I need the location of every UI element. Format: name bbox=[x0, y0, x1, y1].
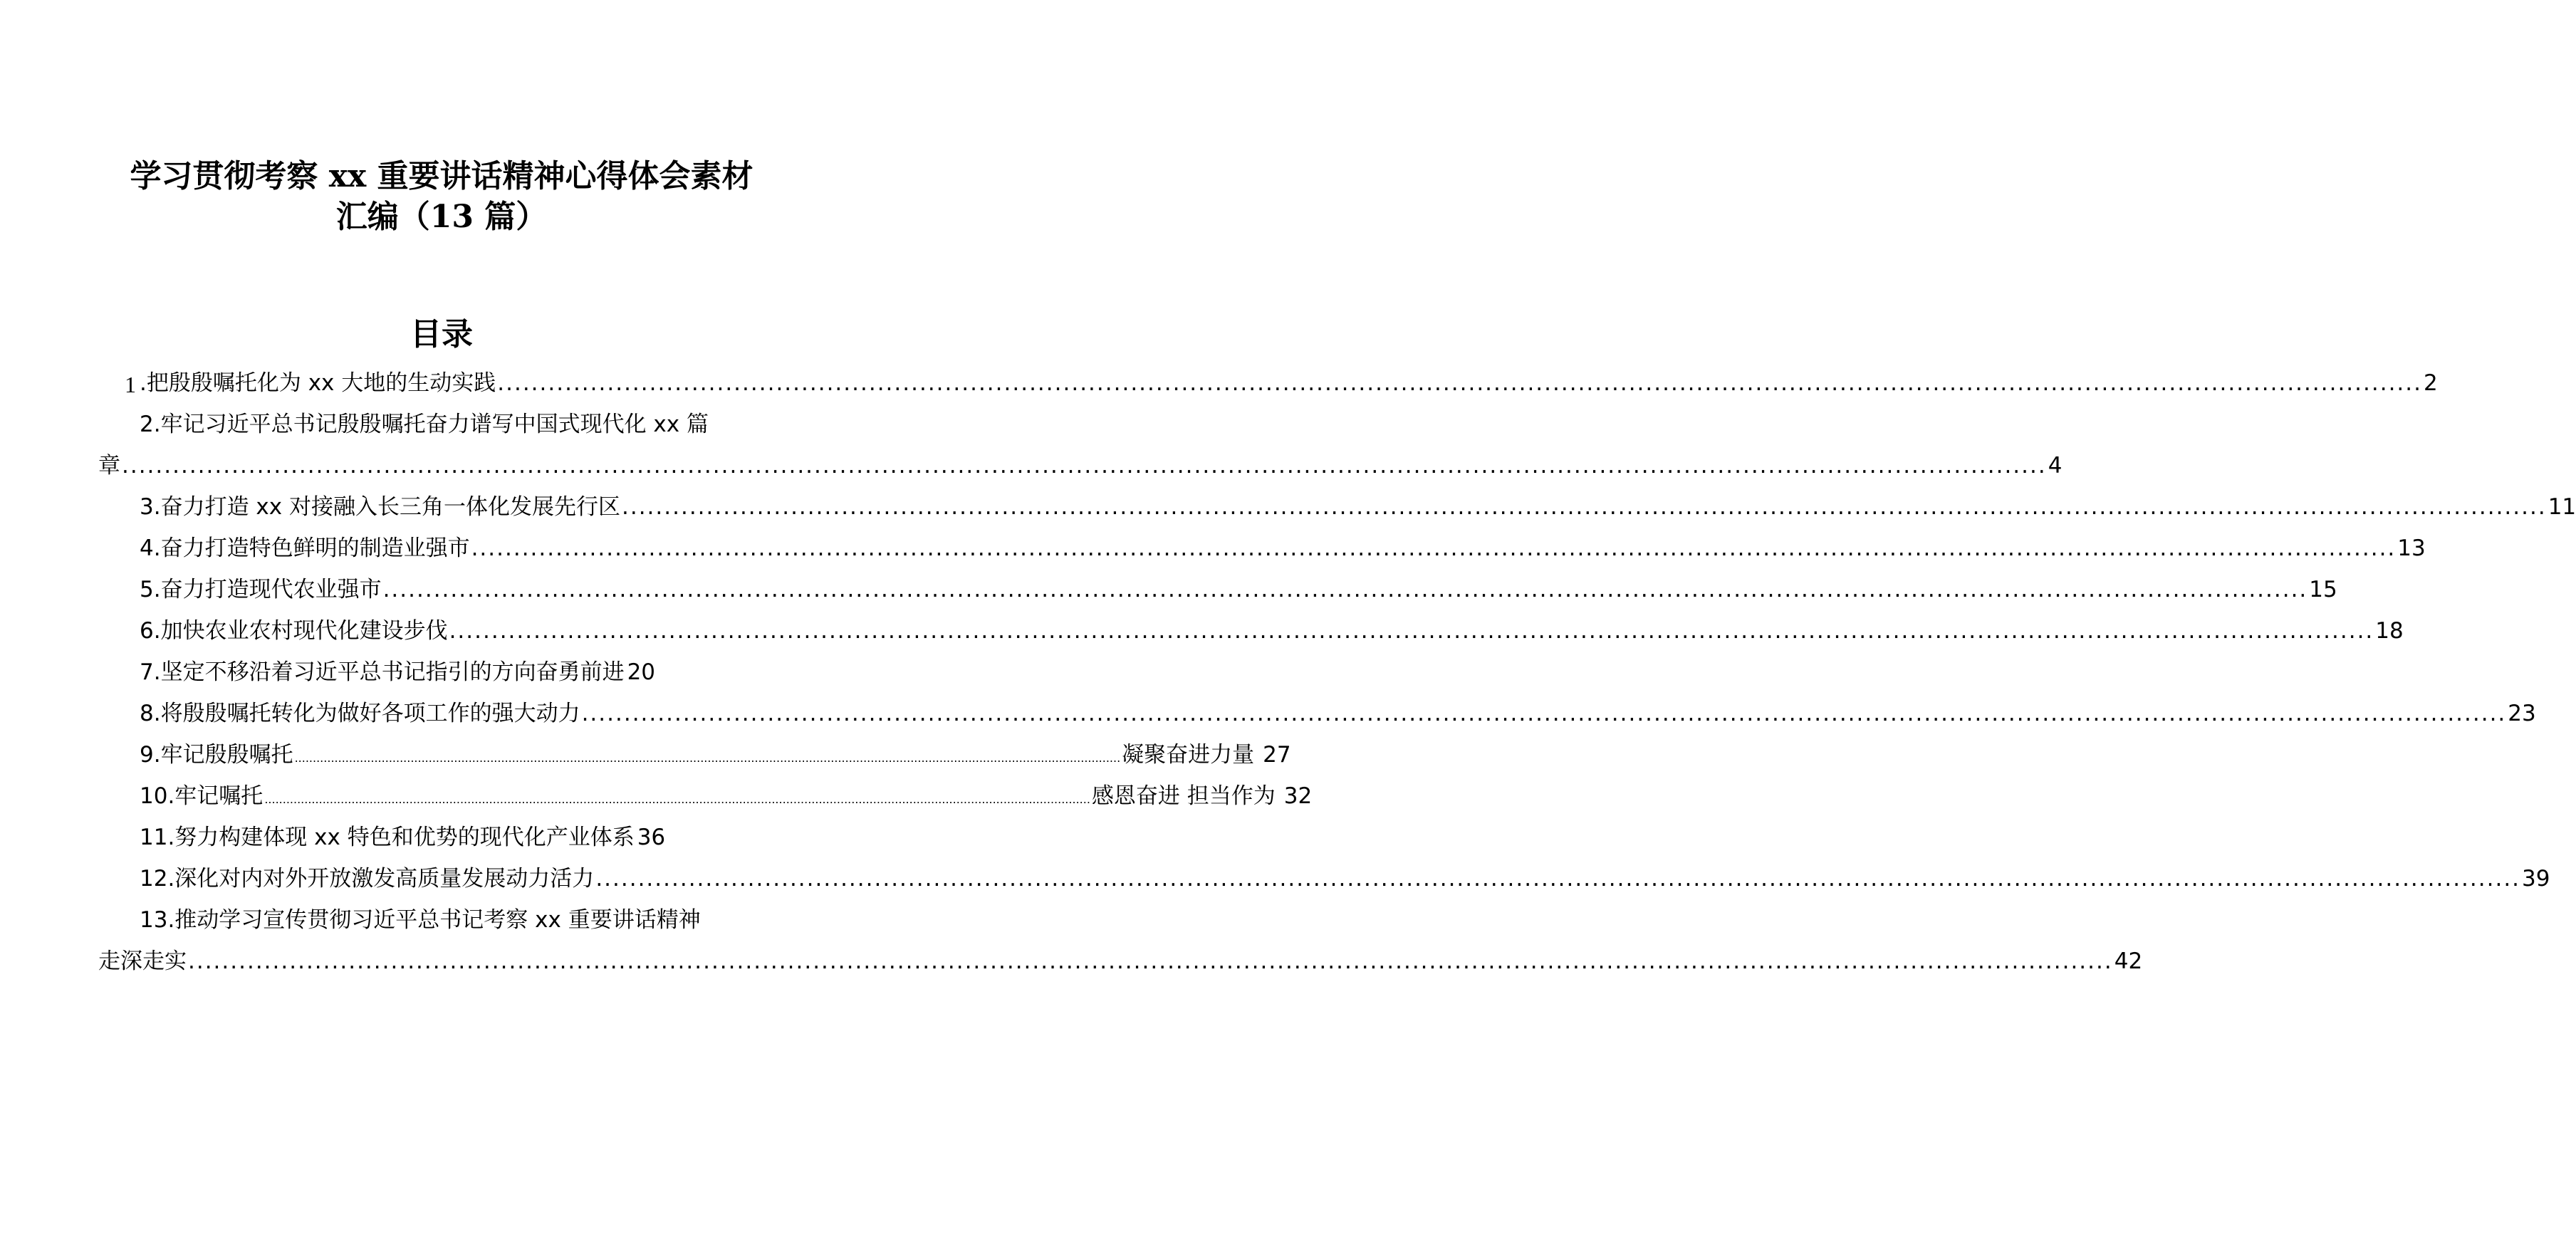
toc-leader bbox=[188, 946, 2113, 977]
toc-entry-title: 走深走实 bbox=[98, 948, 187, 974]
toc-entry-page: 20 bbox=[627, 659, 656, 685]
toc-entry-page: 23 bbox=[2508, 701, 2536, 726]
toc-entry-page: 13 bbox=[2397, 535, 2426, 561]
toc-heading: 目录 bbox=[410, 316, 473, 352]
toc-leader bbox=[471, 533, 2397, 564]
toc-entry-title: 8.将殷殷嘱托转化为做好各项工作的强大动力 bbox=[140, 701, 580, 726]
toc-entry-8[interactable] bbox=[140, 698, 2536, 729]
toc-entry-title: 6.加快农业农村现代化建设步伐 bbox=[140, 618, 448, 644]
document-title-line-2: 汇编（13 篇） bbox=[335, 199, 548, 235]
toc-entry-page: 32 bbox=[1283, 783, 1313, 809]
toc-entry-2-line-2[interactable] bbox=[98, 450, 2063, 481]
toc-entry-page: 11 bbox=[2548, 494, 2576, 520]
toc-leader bbox=[449, 615, 2374, 647]
toc-entry-3[interactable] bbox=[140, 491, 2576, 523]
toc-entry-1[interactable] bbox=[140, 367, 2438, 399]
toc-entry-page: 36 bbox=[637, 825, 666, 850]
toc-entry-title: .把殷殷嘱托化为 xx 大地的生动实践 bbox=[140, 370, 496, 396]
toc-entry-13-line-1[interactable]: 13.推动学习宣传贯彻习近平总书记考察 xx 重要讲话精神 bbox=[140, 907, 701, 933]
toc-leader bbox=[497, 367, 2422, 399]
toc-entry-title: 10.牢记嘱托 bbox=[140, 783, 264, 809]
toc-entry-title: 3.奋力打造 xx 对接融入长三角一体化发展先行区 bbox=[140, 494, 620, 520]
toc-entry-page: 42 bbox=[2114, 948, 2143, 974]
toc-entry-7[interactable] bbox=[140, 657, 655, 688]
document-title-line-1: 学习贯彻考察 xx 重要讲话精神心得体会素材 bbox=[130, 158, 753, 194]
toc-entry-title: 7.坚定不移沿着习近平总书记指引的方向奋勇前进 bbox=[140, 659, 625, 685]
toc-entry-title: 11.努力构建体现 xx 特色和优势的现代化产业体系 bbox=[140, 825, 635, 850]
toc-entry-4[interactable] bbox=[140, 533, 2426, 564]
toc-leader bbox=[622, 491, 2547, 523]
toc-entry-2-line-1[interactable]: 2.牢记习近平总书记殷殷嘱托奋力谱写中国式现代化 xx 篇 bbox=[140, 412, 709, 437]
toc-entry-page: 27 bbox=[1263, 742, 1291, 768]
toc-entry-page: 18 bbox=[2375, 618, 2404, 644]
toc-entry-page: 4 bbox=[2048, 453, 2063, 479]
toc-entry-subtitle: 凝聚奋进力量 bbox=[1122, 742, 1255, 768]
toc-entry-subtitle: 感恩奋进 担当作为 bbox=[1091, 783, 1276, 809]
toc-entry-9[interactable] bbox=[140, 739, 1291, 770]
toc-entry-title: 5.奋力打造现代农业强市 bbox=[140, 577, 382, 602]
toc-leader bbox=[582, 698, 2507, 729]
toc-entry-11[interactable] bbox=[140, 822, 666, 853]
page-mark: 1 bbox=[125, 372, 136, 397]
toc-leader bbox=[264, 784, 1090, 815]
toc-entry-page: 15 bbox=[2309, 577, 2337, 602]
toc-entry-5[interactable] bbox=[140, 574, 2337, 605]
toc-entry-13-line-2[interactable] bbox=[98, 946, 2143, 977]
toc-entry-6[interactable] bbox=[140, 615, 2404, 647]
toc-entry-title: 9.牢记殷殷嘱托 bbox=[140, 742, 293, 768]
toc-entry-page: 2 bbox=[2423, 370, 2438, 396]
toc-entry-title: 4.奋力打造特色鲜明的制造业强市 bbox=[140, 535, 470, 561]
toc-entry-10[interactable] bbox=[140, 780, 1313, 812]
toc-leader bbox=[595, 863, 2520, 894]
toc-leader bbox=[295, 743, 1121, 774]
toc-entry-title: 12.深化对内对外开放激发高质量发展动力活力 bbox=[140, 866, 595, 892]
toc-leader bbox=[383, 574, 2308, 605]
toc-leader bbox=[122, 450, 2047, 481]
toc-entry-12[interactable] bbox=[140, 863, 2550, 894]
toc-entry-page: 39 bbox=[2522, 866, 2550, 892]
toc-entry-title: 章 bbox=[98, 453, 120, 479]
